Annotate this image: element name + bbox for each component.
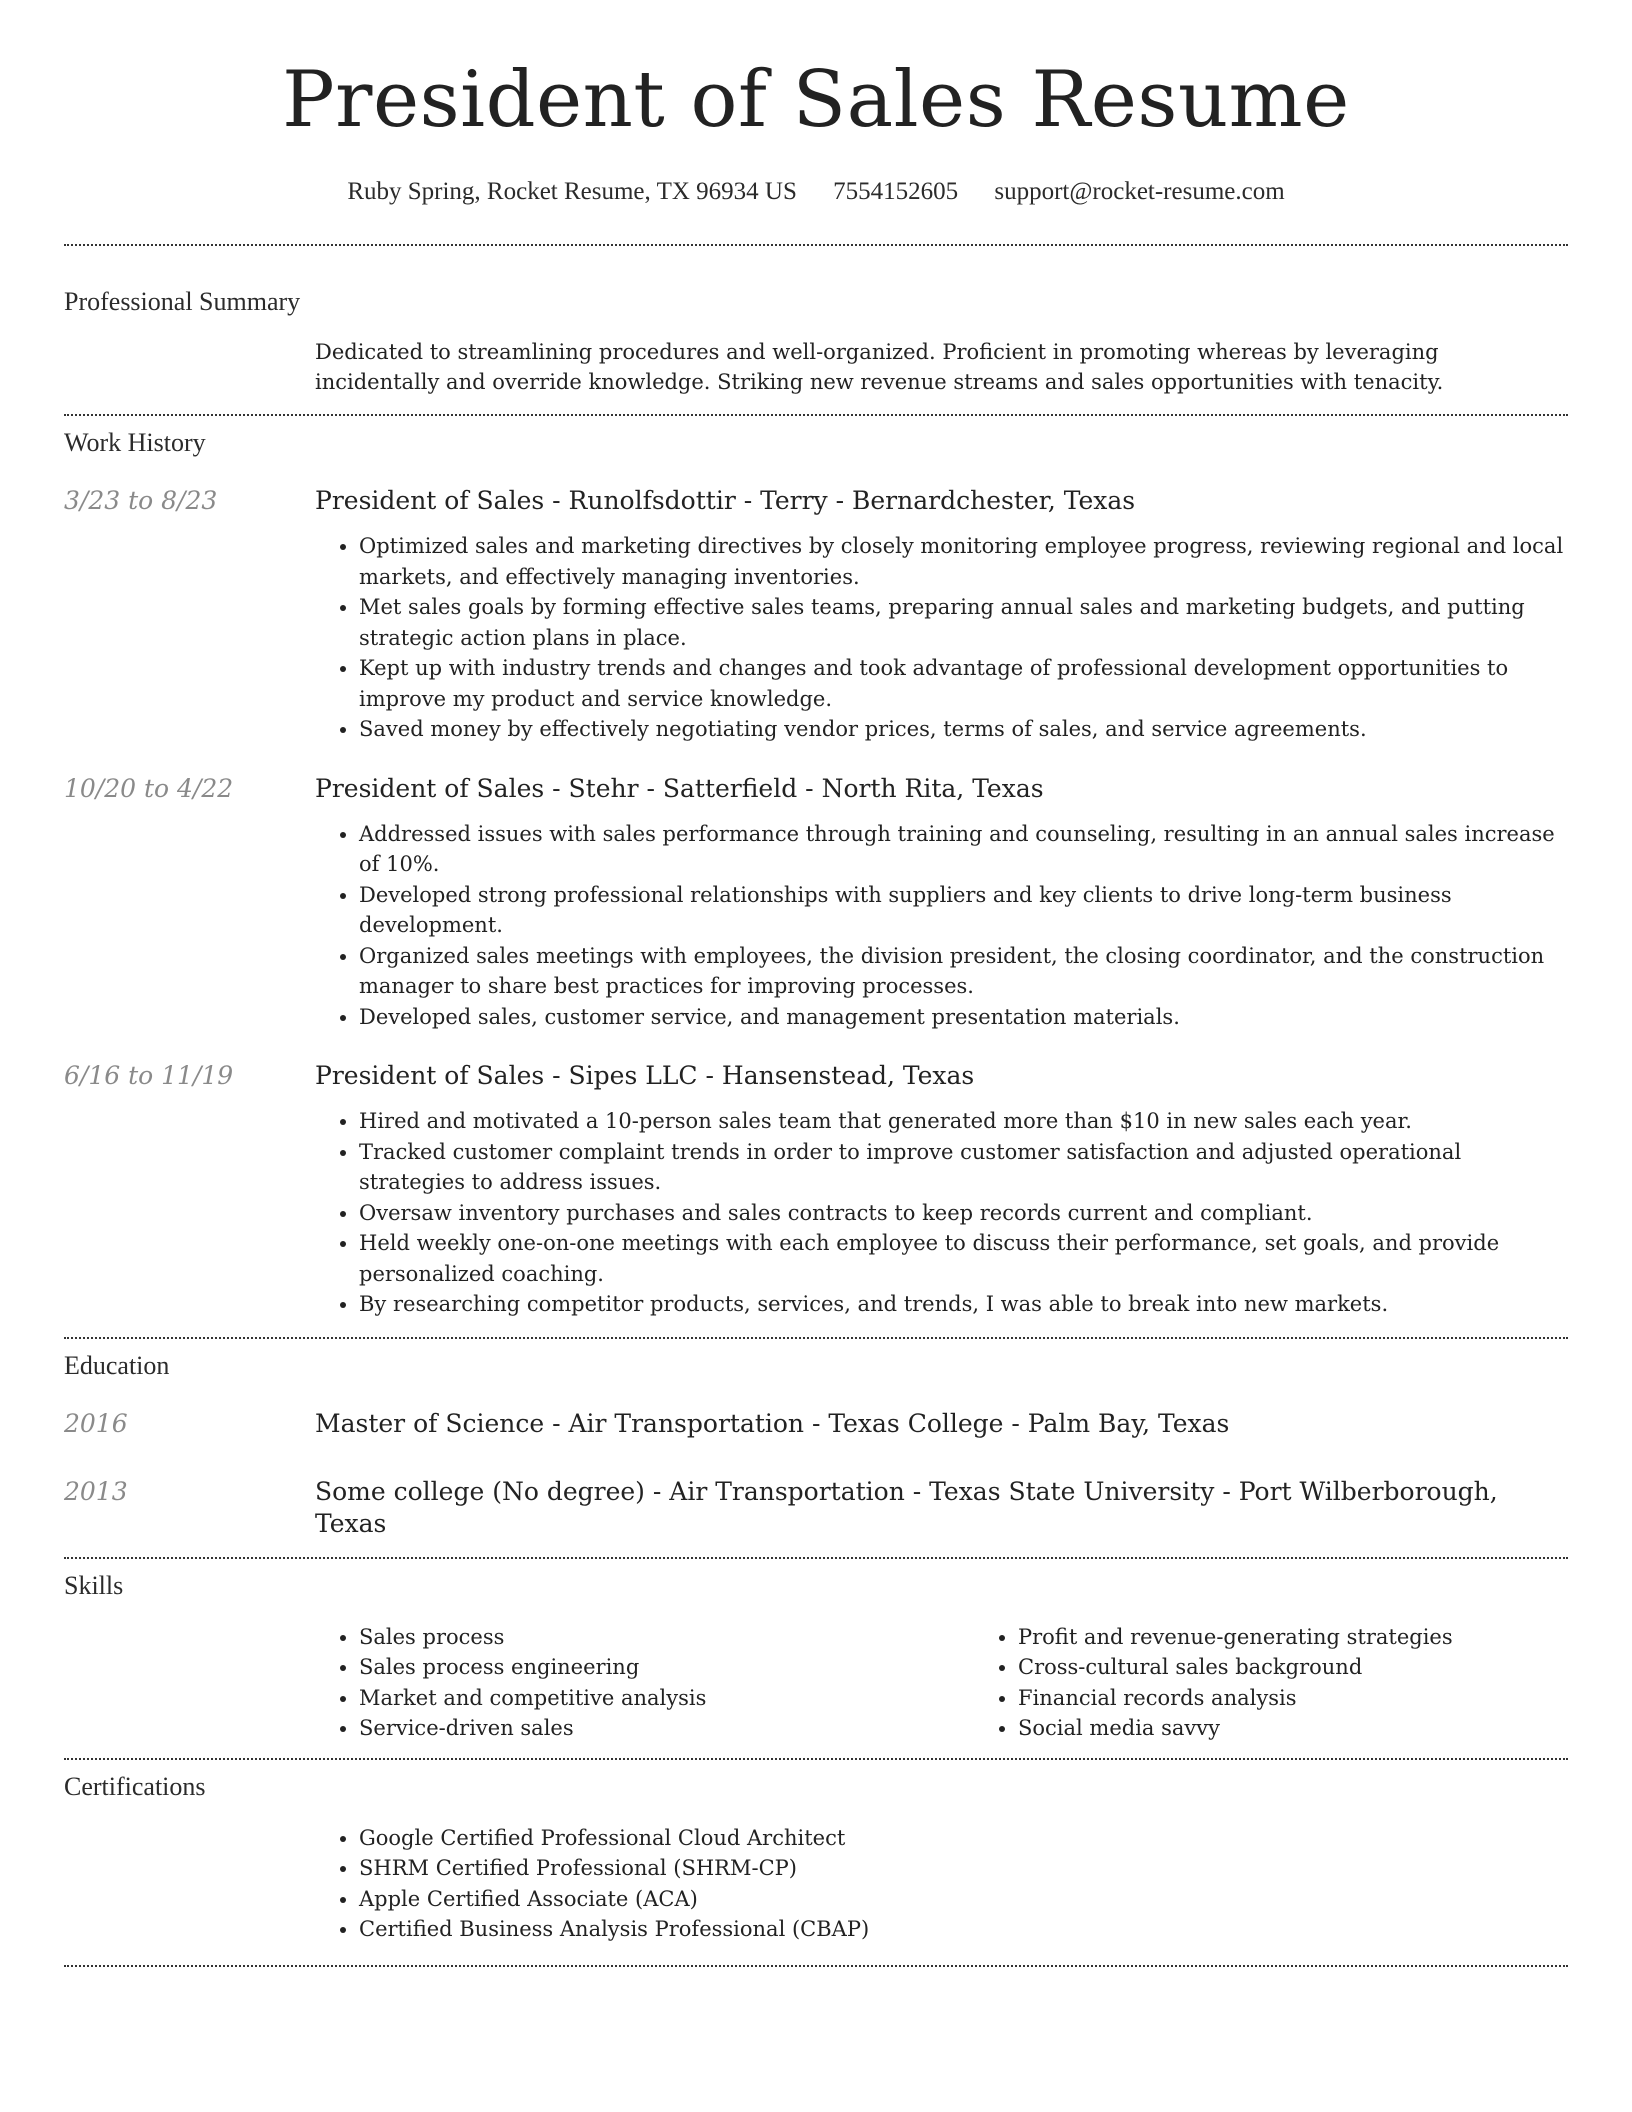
list-item: • Market and competitive analysis [359, 1683, 974, 1714]
list-item: • Certified Business Analysis Professional (CBAP) [359, 1914, 1568, 1945]
skills-section [64, 1559, 1568, 1744]
list-item: • Oversaw inventory purchases and sales contracts to keep records current and compliant. [359, 1198, 1568, 1229]
job-bullets [315, 819, 1568, 1033]
job-entry [64, 1060, 1568, 1320]
education-entry [64, 1476, 1568, 1540]
list-item: • Developed sales, customer service, and management presentation materials. [359, 1002, 1568, 1033]
job-dates: 3/23 to 8/23 [64, 486, 218, 515]
divider [64, 1965, 1568, 1967]
job-dates: 6/16 to 11/19 [64, 1061, 234, 1090]
list-item: • Profit and revenue-generating strategies [1018, 1622, 1453, 1653]
list-item: • Addressed issues with sales performance through training and counseling, resulting in an annual sales increase of 10%. [359, 819, 1568, 880]
list-item: • Financial records analysis [1018, 1683, 1453, 1714]
contact-line [64, 176, 1568, 208]
list-item: • Sales process engineering [359, 1652, 974, 1683]
education-heading: Education [64, 1350, 170, 1380]
list-item: • Hired and motivated a 10-person sales team that generated more than $10 in new sales each year. [359, 1106, 1568, 1137]
list-item: • By researching competitor products, services, and trends, I was able to break into new markets. [359, 1289, 1568, 1320]
summary-section [64, 246, 1568, 397]
skills-heading: Skills [64, 1570, 124, 1600]
work-section [64, 416, 1568, 1320]
list-item: • Service-driven sales [359, 1713, 974, 1744]
list-item: • Optimized sales and marketing directives by closely monitoring employee progress, reviewing regional and local markets, and effectively managing inventories. [359, 531, 1568, 592]
list-item: • Held weekly one-on-one meetings with each employee to discuss their performance, set goals, and provide personalized coaching. [359, 1228, 1568, 1289]
education-year: 2013 [64, 1476, 128, 1506]
job-title: President of Sales - Stehr - Satterfield - North Rita, Texas [315, 773, 1044, 803]
education-section [64, 1339, 1568, 1540]
job-bullets [315, 1106, 1568, 1320]
job-bullets [315, 531, 1568, 745]
certifications-heading: Certifications [64, 1771, 206, 1801]
work-heading: Work History [64, 428, 206, 457]
education-text: Some college (No degree) - Air Transportation - Texas State University - Port Wilberborough, Texas [315, 1476, 1498, 1538]
job-entry [64, 485, 1568, 745]
certifications-section [64, 1760, 1568, 1945]
list-item: • SHRM Certified Professional (SHRM-CP) [359, 1853, 1568, 1884]
job-dates: 10/20 to 4/22 [64, 773, 234, 803]
education-text: Master of Science - Air Transportation - Texas College - Palm Bay, Texas [315, 1408, 1230, 1438]
skills-list-right [974, 1622, 1453, 1744]
list-item: • Sales process [359, 1622, 974, 1653]
resume-title: President of Sales Resume [282, 55, 1350, 145]
list-item: • Tracked customer complaint trends in order to improve customer satisfaction and adjusted operational strategies to address issues. [359, 1137, 1568, 1198]
contact-email: support@rocket-resume.com [994, 178, 1285, 205]
list-item: • Developed strong professional relationships with suppliers and key clients to drive long-term business development. [359, 880, 1568, 941]
contact-address: Ruby Spring, Rocket Resume, TX 96934 US [347, 178, 797, 205]
contact-phone: 7554152605 [833, 178, 959, 205]
list-item: • Met sales goals by forming effective sales teams, preparing annual sales and marketing budgets, and putting strategic action plans in place. [359, 592, 1568, 653]
job-title: President of Sales - Sipes LLC - Hansenstead, Texas [315, 1061, 975, 1090]
list-item: • Saved money by effectively negotiating vendor prices, terms of sales, and service agreements. [359, 714, 1568, 745]
summary-heading: Professional Summary [64, 287, 301, 316]
skills-list-left [315, 1622, 974, 1744]
list-item: • Google Certified Professional Cloud Architect [359, 1823, 1568, 1854]
list-item: • Organized sales meetings with employees, the division president, the closing coordinator, and the construction manager to share best practices for improving processes. [359, 941, 1568, 1002]
job-title: President of Sales - Runolfsdottir - Terry - Bernardchester, Texas [315, 486, 1136, 515]
job-entry [64, 773, 1568, 1033]
list-item: • Apple Certified Associate (ACA) [359, 1884, 1568, 1915]
list-item: • Cross-cultural sales background [1018, 1652, 1453, 1683]
education-entry [64, 1408, 1568, 1440]
list-item: • Social media savvy [1018, 1713, 1453, 1744]
summary-text: Dedicated to streamlining procedures and well-organized. Proficient in promoting whereas by leveraging incidentally and override knowledge. Striking new revenue streams and sales opportunities with tenacity. [315, 340, 1444, 394]
certifications-list [315, 1823, 1568, 1945]
list-item: • Kept up with industry trends and changes and took advantage of professional development opportunities to improve my product and service knowledge. [359, 653, 1568, 714]
education-year: 2016 [64, 1408, 128, 1438]
